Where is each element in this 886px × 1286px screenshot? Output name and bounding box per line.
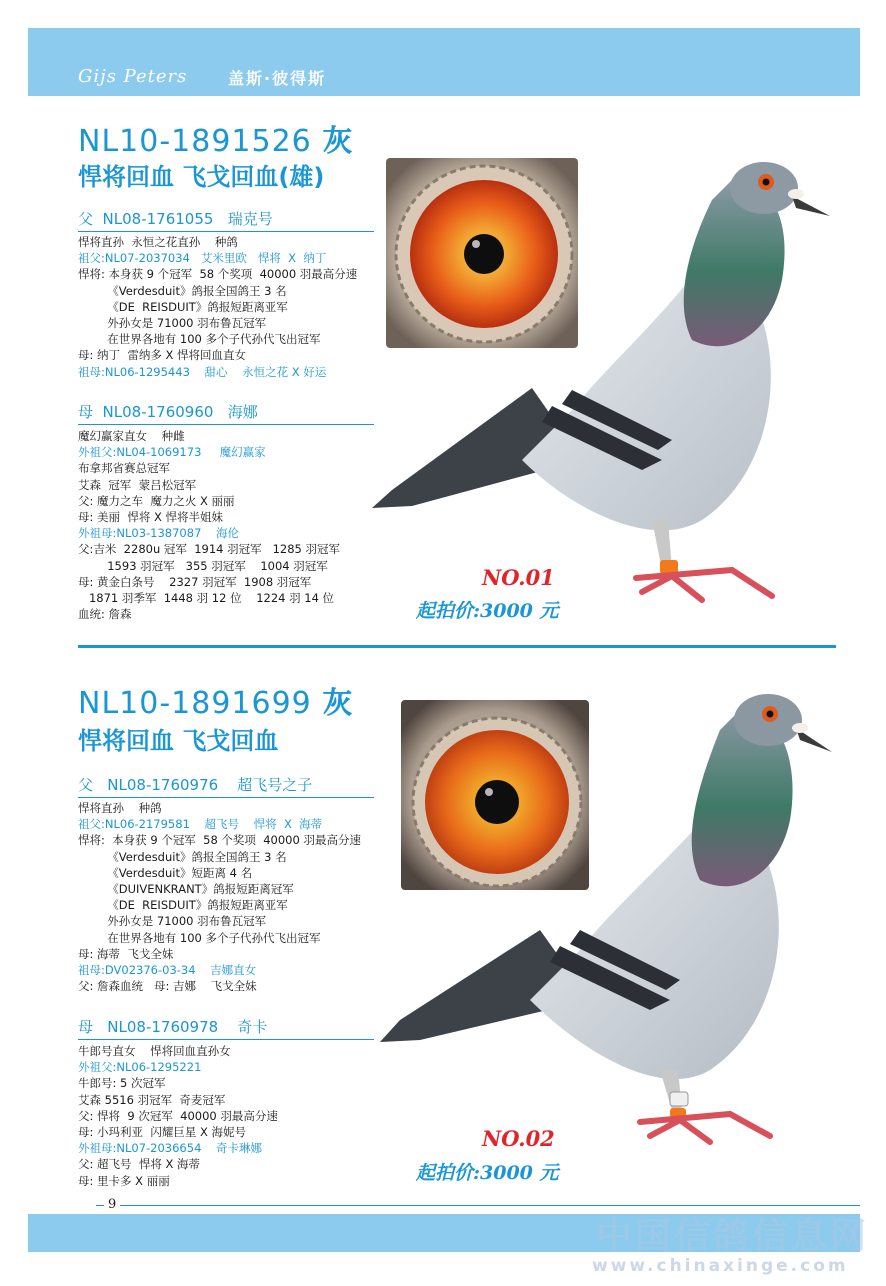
- pigeon-2-sire-line: 祖父:NL06-2179581 超飞号 悍将 X 海蒂: [78, 817, 323, 832]
- pigeon-2-photo: [380, 690, 840, 1160]
- pigeon-2-sire-heading: 父 NL08-1760976 超飞号之子: [78, 774, 374, 798]
- pigeon-2-dam-line: 牛郎号直女 悍将回血直孙女: [78, 1044, 231, 1058]
- pigeon-2-lot-number: NO.02: [482, 1126, 555, 1151]
- pigeon-1-lot-number: NO.01: [482, 565, 555, 590]
- pigeon-1-dam-line: 1593 羽冠军 355 羽冠军 1004 羽冠军: [78, 558, 328, 573]
- watermark-text: 中国信鸽信息网: [596, 1216, 870, 1257]
- pigeon-1-dam-line: 血统: 詹森: [78, 607, 132, 622]
- pigeon-1-ring: NL10-1891526: [78, 124, 312, 159]
- pigeon-2-sire-line: 悍将: 本身获 9 个冠军 58 个奖项 40000 羽最高分速: [78, 833, 361, 848]
- pigeon-1-dam-line: 布拿邦省赛总冠军: [78, 461, 170, 476]
- pigeon-2-dam-line: 父: 悍将 9 次冠军 40000 羽最高分速: [78, 1108, 278, 1123]
- pigeon-1-dam-line: 魔幻赢家直女 种雌: [78, 429, 185, 443]
- pigeon-1-dam-line: 母: 黄金白条号 2327 羽冠军 1908 羽冠军: [78, 574, 312, 589]
- pigeon-2-dam-pedigree: [78, 1043, 398, 1189]
- pigeon-2-price: 起拍价:3000 元: [416, 1162, 559, 1184]
- pigeon-2-dam-line: 父: 超飞号 悍将 X 海蒂: [78, 1157, 201, 1172]
- pigeon-1-dam-pedigree: [78, 428, 398, 622]
- pigeon-1-price: 起拍价:3000 元: [416, 600, 559, 622]
- pigeon-1-sire-line: 《DE REISDUIT》鸽报短距离亚军: [78, 299, 288, 314]
- pigeon-1-sire-line: 祖母:NL06-1295443 甜心 永恒之花 X 好运: [78, 364, 327, 379]
- pigeon-2-dam-line: 母: 小玛利亚 闪耀巨星 X 海妮号: [78, 1125, 247, 1140]
- pigeon-2-subtitle: 悍将回血 飞戈回血: [78, 727, 279, 755]
- pigeon-2-dam-line: 艾森 5516 羽冠军 奇麦冠军: [78, 1092, 226, 1107]
- pigeon-2-dam-line: 外祖父:NL06-1295221: [78, 1060, 202, 1075]
- pigeon-1-dam-line: 外祖父:NL04-1069173 魔幻赢家: [78, 445, 266, 460]
- pigeon-2-sire-line: 悍将直孙 种鸽: [78, 801, 162, 815]
- pigeon-2-sire-line: 外孙女是 71000 羽布鲁瓦冠军: [78, 914, 267, 929]
- pigeon-1-dam-line: 父: 魔力之车 魔力之火 X 丽丽: [78, 493, 235, 508]
- pigeon-1-sire-line: 外孙女是 71000 羽布鲁瓦冠军: [78, 316, 267, 331]
- pigeon-2-title: [78, 678, 353, 722]
- pigeon-1-dam-line: 艾森 冠军 蒙吕松冠军: [78, 477, 197, 492]
- pigeon-1-photo: [372, 160, 842, 620]
- pigeon-1-dam-line: 父:吉米 2280u 冠军 1914 羽冠军 1285 羽冠军: [78, 542, 341, 557]
- pigeon-1-sire-line: 祖父:NL07-2037034 艾米里欧 悍将 X 纳丁: [78, 251, 327, 266]
- pigeon-1-subtitle: 悍将回血 飞戈回血(雄): [78, 163, 325, 191]
- pigeon-2-sire-pedigree: [78, 800, 398, 994]
- pigeon-1-sire-line: 悍将: 本身获 9 个冠军 58 个奖项 40000 羽最高分速: [78, 267, 358, 282]
- pigeon-1-dam-line: 外祖母:NL03-1387087 海伦: [78, 526, 240, 541]
- brand-name-cn: 盖斯·彼得斯: [228, 69, 327, 88]
- pigeon-2-sire-line: 父: 詹森血统 母: 吉娜 飞戈全妹: [78, 979, 257, 994]
- pigeon-1-title: [78, 116, 353, 160]
- pigeon-2-dam-heading: 母 NL08-1760978 奇卡: [78, 1016, 374, 1040]
- pigeon-2-sire-line: 母: 海蒂 飞戈全妹: [78, 946, 174, 961]
- pigeon-1-sire-line: 在世界各地有 100 多个子代孙代飞出冠军: [78, 332, 321, 347]
- page-number: 9: [104, 1197, 120, 1212]
- footer-line: [96, 1205, 860, 1206]
- pigeon-2-color: 灰: [322, 686, 354, 721]
- pigeon-2-ring: NL10-1891699: [78, 686, 312, 721]
- pigeon-1-sire-line: 母: 纳丁 雷纳多 X 悍将回血直女: [78, 348, 247, 363]
- pigeon-1-dam-line: 1871 羽季军 1448 羽 12 位 1224 羽 14 位: [78, 591, 335, 606]
- pigeon-2-dam-line: 牛郎号: 5 次冠军: [78, 1076, 166, 1091]
- pigeon-2-dam-line: 外祖母:NL07-2036654 奇卡琳娜: [78, 1141, 263, 1156]
- pigeon-1-sire-pedigree: [78, 234, 398, 380]
- section-divider: [78, 645, 836, 648]
- pigeon-2-sire-line: 《DUIVENKRANT》鸽报短距离冠军: [78, 882, 294, 897]
- pigeon-1-sire-line: 《Verdesduit》鸽报全国鸽王 3 名: [78, 283, 287, 298]
- pigeon-2-sire-line: 《Verdesduit》鸽报全国鸽王 3 名: [78, 849, 287, 864]
- pigeon-1-sire-line: 悍将直孙 永恒之花直孙 种鸽: [78, 235, 238, 249]
- pigeon-2-sire-line: 祖母:DV02376-03-34 吉娜直女: [78, 963, 257, 978]
- pigeon-1-sire-heading: 父 NL08-1761055 瑞克号: [78, 208, 374, 232]
- pigeon-2-dam-line: 母: 里卡多 X 丽丽: [78, 1173, 170, 1188]
- pigeon-1-dam-heading: 母 NL08-1760960 海娜: [78, 401, 374, 425]
- brand-name-en: Gijs Peters: [78, 66, 188, 87]
- pigeon-2-sire-line: 在世界各地有 100 多个子代孙代飞出冠军: [78, 930, 321, 945]
- pigeon-2-sire-line: 《Verdesduit》短距离 4 名: [78, 865, 253, 880]
- pigeon-1-dam-line: 母: 美丽 悍将 X 悍将半姐妹: [78, 510, 224, 525]
- pigeon-2-sire-line: 《DE REISDUIT》鸽报短距离亚军: [78, 898, 288, 913]
- pigeon-1-color: 灰: [322, 124, 354, 159]
- watermark-url: www.chinaxinge.com: [592, 1256, 849, 1276]
